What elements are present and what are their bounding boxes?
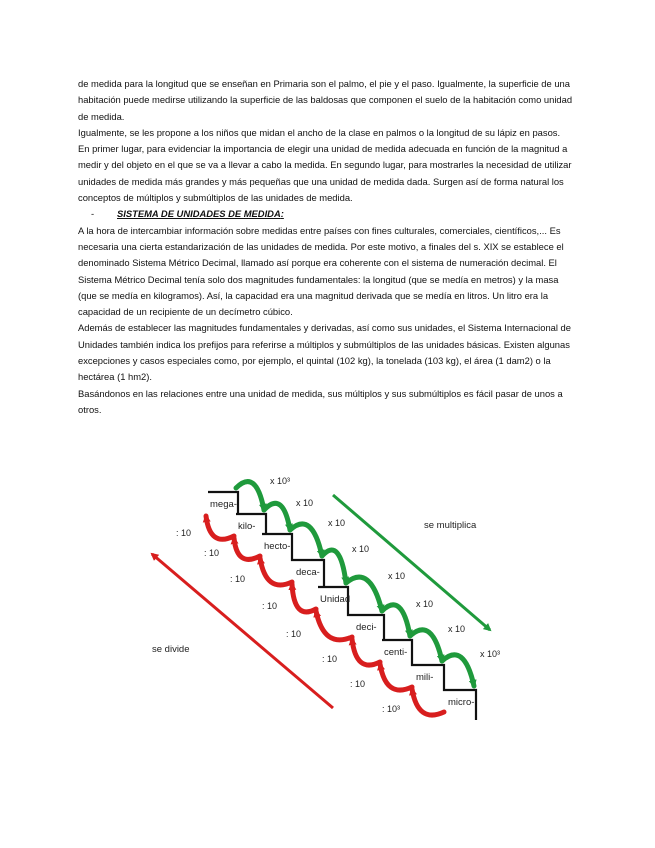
divide-arrow [206, 516, 234, 539]
divide-arrow [352, 639, 380, 665]
multiply-arrow [410, 630, 442, 661]
prefix-label: Unidad [320, 594, 351, 605]
multiply-label: x 10 [352, 544, 370, 554]
prefix-label: hecto- [264, 541, 291, 552]
heading-title [117, 208, 284, 219]
prefix-label: centi- [384, 647, 408, 658]
multiply-label: x 10³ [480, 649, 501, 659]
divide-arrow [292, 584, 316, 612]
multiply-label: x 10 [388, 571, 406, 581]
paragraph: Igualmente, se les propone a los niños que midan el ancho de la clase en palmos o la longitud de su lápiz en pasos. [78, 126, 561, 138]
divide-label: : 10 [204, 548, 220, 558]
paragraph: A la hora de intercambiar información sobre medidas entre países con fines culturales, comerciales, científicos,... Es necesaria una cierta estandarización de las unidades de medida. Por este motivo, a finales del s. XIX se establece el denominado Sistema Métrico Decimal, llamado así porque era coherente con el sistema de numeración decimal. El Sistema Métrico Decimal tenía solo dos magnitudes fundamentales: la longitud (que se medía en metros) y la masa (que se medía en kilogramos). Así, la capacidad era una magnitud derivada que se medía en litros. Un litro era la capacidad de un recipiente de un decímetro cúbico. [78, 224, 564, 318]
unit-prefix-staircase-diagram [128, 470, 528, 770]
paragraph: de medida para la longitud que se enseñan en Primaria son el palmo, el pie y el paso. Igualmente, la superficie de una habitación puede medirse utilizando la superficie de las baldosas que componen el suelo de la habitación como unidad de medida. [78, 78, 573, 122]
multiply-label: x 10 [416, 599, 434, 609]
divide-label: : 10 [230, 574, 246, 584]
prefix-label: kilo- [238, 521, 256, 532]
prefix-label: micro- [448, 697, 475, 708]
divide-arrow [380, 664, 412, 690]
divide-label: : 10 [286, 629, 302, 639]
paragraph: Basándonos en las relaciones entre una unidad de medida, sus múltiplos y sus submúltiplos es fácil pasar de unos a otros. [78, 387, 563, 415]
multiply-arrow [236, 482, 264, 510]
divide-label: : 10 [176, 528, 192, 538]
multiply-arrow [322, 550, 346, 583]
divide-arrow [316, 611, 352, 640]
prefix-label: deca- [296, 567, 320, 578]
prefix-label: deci- [356, 622, 377, 633]
prefix-label: mili- [416, 672, 434, 683]
divide-arrow [234, 538, 260, 559]
multiply-arrow [382, 605, 410, 636]
prefix-label: mega- [210, 499, 237, 510]
paragraph: En primer lugar, para evidenciar la importancia de elegir una unidad de medida adecuada en función de la magnitud a medir y del objeto en el que se va a llevar a cabo la medida. En segundo lugar, para mostrarles la necesidad de utilizar unidades de medida más grandes y más pequeñas que una unidad de medida dada. Surgen así de forma natural los conceptos de múltiplos y submúltiplos de las unidades de medida. [78, 143, 572, 204]
divide-label: : 10³ [382, 704, 401, 714]
paragraph: Además de establecer las magnitudes fundamentales y derivadas, así como sus unidades, el Sistema Internacional de Unidades también indica los prefijos para referirse a múltiplos y submúltiplos de las unidades básicas. Existen algunas excepciones y casos especiales como, por ejemplo, el quintal (102 kg), la tonelada (103 kg), el área (1 dam2) o la hectárea (1 hm2). [78, 322, 571, 383]
divide-arrow [260, 558, 292, 585]
multiply-direction-arrow [333, 495, 490, 630]
multiply-label: x 10 [448, 624, 466, 634]
divide-arrow [412, 689, 444, 715]
divide-label: : 10 [350, 679, 366, 689]
multiply-label: x 10 [296, 498, 314, 508]
multiply-label: x 10 [328, 518, 346, 528]
section-heading [91, 206, 578, 222]
heading-bullet: - [91, 208, 95, 220]
divide-label: : 10 [322, 654, 338, 664]
multiply-arrow [346, 577, 382, 611]
multiply-arrow [290, 524, 322, 556]
divide-label: : 10 [262, 601, 278, 611]
heading-title-text: SISTEMA DE UNIDADES DE MEDIDA [117, 208, 281, 220]
divide-caption: se divide [152, 644, 190, 655]
multiply-arrow [442, 655, 474, 686]
document-body [78, 76, 578, 418]
multiply-caption: se multiplica [424, 520, 477, 531]
heading-colon: : [280, 208, 284, 220]
multiply-arrow [264, 503, 290, 530]
multiply-label: x 10³ [270, 476, 291, 486]
